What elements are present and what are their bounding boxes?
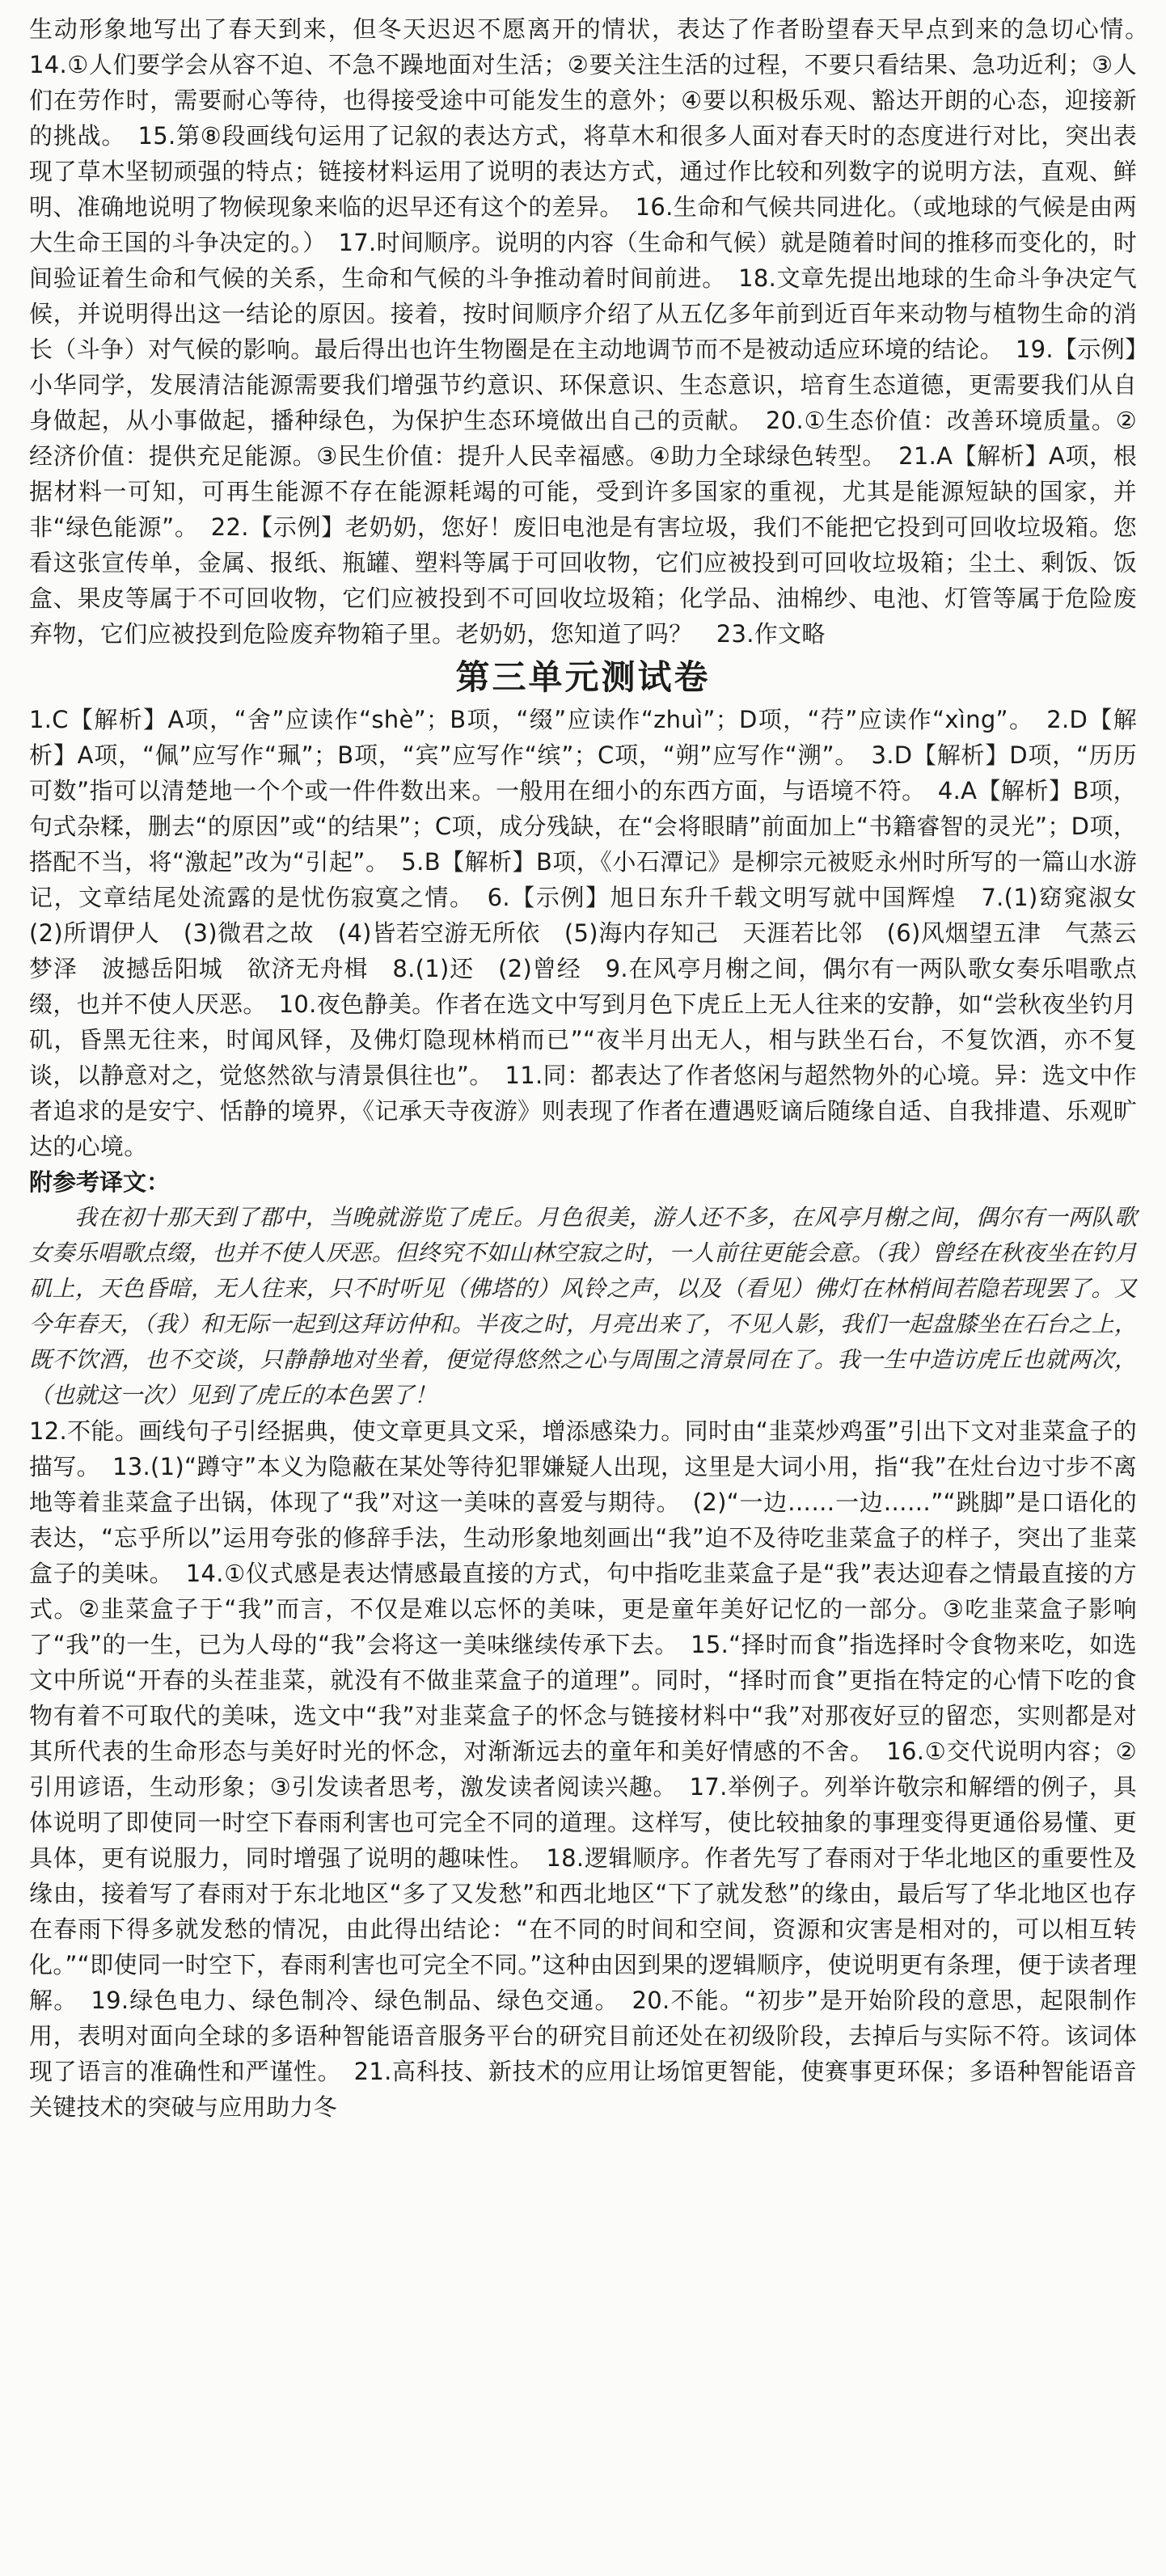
answer-block-unit2-continued: 生动形象地写出了春天到来，但冬天迟迟不愿离开的情状，表达了作者盼望春天早点到来的急切心情。 14.①人们要学会从容不迫、不急不躁地面对生活；②要关注生活的过程，不要只看结果、急功近利；③人们在劳作时，需要耐心等待，也得接受途中可能发生的意外；④要以积极乐观、豁达开朗的心态，迎接新的挑战。 15.第⑧段画线句运用了记叙的表达方式，将草木和很多人面对春天时的态度进行对比，突出表现了草木坚韧顽强的特点；链接材料运用了说明的表达方式，通过作比较和列数字的说明方法，直观、鲜明、准确地说明了物候现象来临的迟早还有这个的差异。 16.生命和气候共同进化。（或地球的气候是由两大生命王国的斗争决定的。） 17.时间顺序。说明的内容（生命和气候）就是随着时间的推移而变化的，时间验证着生命和气候的关系，生命和气候的斗争推动着时间前进。 18.文章先提出地球的生命斗争决定气候，并说明得出这一结论的原因。接着，按时间顺序介绍了从五亿多年前到近百年来动物与植物生命的消长（斗争）对气候的影响。最后得出也许生物圈是在主动地调节而不是被动适应环境的结论。 19.【示例】小华同学，发展清洁能源需要我们增强节约意识、环保意识、生态意识，培育生态道德，更需要我们从自身做起，从小事做起，播种绿色，为保护生态环境做出自己的贡献。 20.①生态价值：改善环境质量。②经济价值：提供充足能源。③民生价值：提升人民幸福感。④助力全球绿色转型。 21.A【解析】A项，根据材料一可知，可再生能源不存在能源耗竭的可能，受到许多国家的重视，尤其是能源短缺的国家，并非“绿色能源”。 22.【示例】老奶奶，您好！废旧电池是有害垃圾，我们不能把它投到可回收垃圾箱。您看这张宣传单，金属、报纸、瓶罐、塑料等属于可回收物，它们应被投到可回收垃圾箱；尘土、剩饭、饭盒、果皮等属于不可回收物，它们应被投到不可回收垃圾箱；化学品、油棉纱、电池、灯管等属于危险废弃物，它们应被投到危险废弃物箱子里。老奶奶，您知道了吗？ 23.作文略: [29, 15, 1161, 648]
answer-block-unit3-part1: 1.C【解析】A项，“舍”应读作“shè”；B项，“缀”应读作“zhuì”；D项，“荇”应读作“xìng”。 2.D【解析】A项，“佩”应写作“珮”；B项，“宾”应写作“缤”；C项，“朔”应写作“溯”。 3.D【解析】D项，“历历可数”指可以清楚地一个个或一件件数出来。一般用在细小的东西方面，与语境不符。 4.A【解析】B项，句式杂糅，删去“的原因”或“的结果”；C项，成分残缺，在“会将眼睛”前面加上“书籍睿智的灵光”；D项，搭配不当，将“激起”改为“引起”。 5.B【解析】B项，《小石潭记》是柳宗元被贬永州时所写的一篇山水游记，文章结尾处流露的是忧伤寂寞之情。 6.【示例】旭日东升千载文明写就中国辉煌 7.(1)窈窕淑女 (2)所谓伊人 (3)微君之故 (4)皆若空游无所依 (5)海内存知己 天涯若比邻 (6)风烟望五津 气蒸云梦泽 波撼岳阳城 欲济无舟楫 8.(1)还 (2)曾经 9.在风亭月榭之间，偶尔有一两队歌女奏乐唱歌点缀，也并不使人厌恶。 10.夜色静美。作者在选文中写到月色下虎丘上无人往来的安静，如“尝秋夜坐钓月矶，昏黑无往来，时闻风铎，及佛灯隐现林梢而已”“夜半月出无人，相与趺坐石台，不复饮酒，亦不复谈，以静意对之，觉悠然欲与清景俱往也”。 11.同：都表达了作者悠闲与超然物外的心境。异：选文中作者追求的是安宁、恬静的境界，《记承天寺夜游》则表现了作者在遭遇贬谪后随缘自适、自我排遣、乐观旷达的心境。: [29, 706, 1161, 1160]
unit3-title: 第三单元测试卷: [455, 657, 711, 697]
reference-translation: 我在初十那天到了郡中，当晚就游览了虎丘。月色很美，游人还不多，在风亭月榭之间，偶尔有一两队歌女奏乐唱歌点缀，也并不使人厌恶。但终究不如山林空寂之时，一人前往更能会意。（我）曾经在秋夜坐在钓月矶上，天色昏暗，无人往来，只不时听见（佛塔的）风铃之声，以及（看见）佛灯在林梢间若隐若现罢了。又今年春天，（我）和无际一起到这拜访仲和。半夜之时，月亮出来了，不见人影，我们一起盘膝坐在石台之上，既不饮酒，也不交谈，只静静地对坐着，便觉得悠然之心与周围之清景同在了。我一生中造访虎丘也就两次，（也就这一次）见到了虎丘的本色罢了！: [29, 1204, 1137, 1408]
reference-translation-heading: 附参考译文：: [29, 1168, 171, 1196]
answer-block-unit3-part2: 12.不能。画线句子引经据典，使文章更具文采，增添感染力。同时由“韭菜炒鸡蛋”引出下文对韭菜盒子的描写。 13.(1)“蹲守”本义为隐蔽在某处等待犯罪嫌疑人出现，这里是大词小用，指“我”在灶台边寸步不离地等着韭菜盒子出锅，体现了“我”对这一美味的喜爱与期待。 (2)“一边……一边……”“跳脚”是口语化的表达，“忘乎所以”运用夸张的修辞手法，生动形象地刻画出“我”迫不及待吃韭菜盒子的样子，突出了韭菜盒子的美味。 14.①仪式感是表达情感最直接的方式，句中指吃韭菜盒子是“我”表达迎春之情最直接的方式。②韭菜盒子于“我”而言，不仅是难以忘怀的美味，更是童年美好记忆的一部分。③吃韭菜盒子影响了“我”的一生，已为人母的“我”会将这一美味继续传承下去。 15.“择时而食”指选择时令食物来吃，如选文中所说“开春的头茬韭菜，就没有不做韭菜盒子的道理”。同时，“择时而食”更指在特定的心情下吃的食物有着不可取代的美味，选文中“我”对韭菜盒子的怀念与链接材料中“我”对那夜好豆的留恋，实则都是对其所代表的生命形态与美好时光的怀念，对渐渐远去的童年和美好情感的不舍。 16.①交代说明内容；②引用谚语，生动形象；③引发读者思考，激发读者阅读兴趣。 17.举例子。列举许敬宗和解缙的例子，具体说明了即使同一时空下春雨利害也可完全不同的道理。这样写，使比较抽象的事理变得更通俗易懂、更具体，更有说服力，同时增强了说明的趣味性。 18.逻辑顺序。作者先写了春雨对于华北地区的重要性及缘由，接着写了春雨对于东北地区“多了又发愁”和西北地区“下了就发愁”的缘由，最后写了华北地区也存在春雨下得多就发愁的情况，由此得出结论：“在不同的时间和空间，资源和灾害是相对的，可以相互转化。”“即使同一时空下，春雨利害也可完全不同。”这种由因到果的逻辑顺序，使说明更有条理，便于读者理解。 19.绿色电力、绿色制冷、绿色制品、绿色交通。 20.不能。“初步”是开始阶段的意思，起限制作用，表明对面向全球的多语种智能语音服务平台的研究目前还处在初级阶段，去掉后与实际不符。该词体现了语言的准确性和严谨性。 21.高科技、新技术的应用让场馆更智能，使赛事更环保；多语种智能语音关键技术的突破与应用助力冬: [29, 1417, 1137, 2121]
